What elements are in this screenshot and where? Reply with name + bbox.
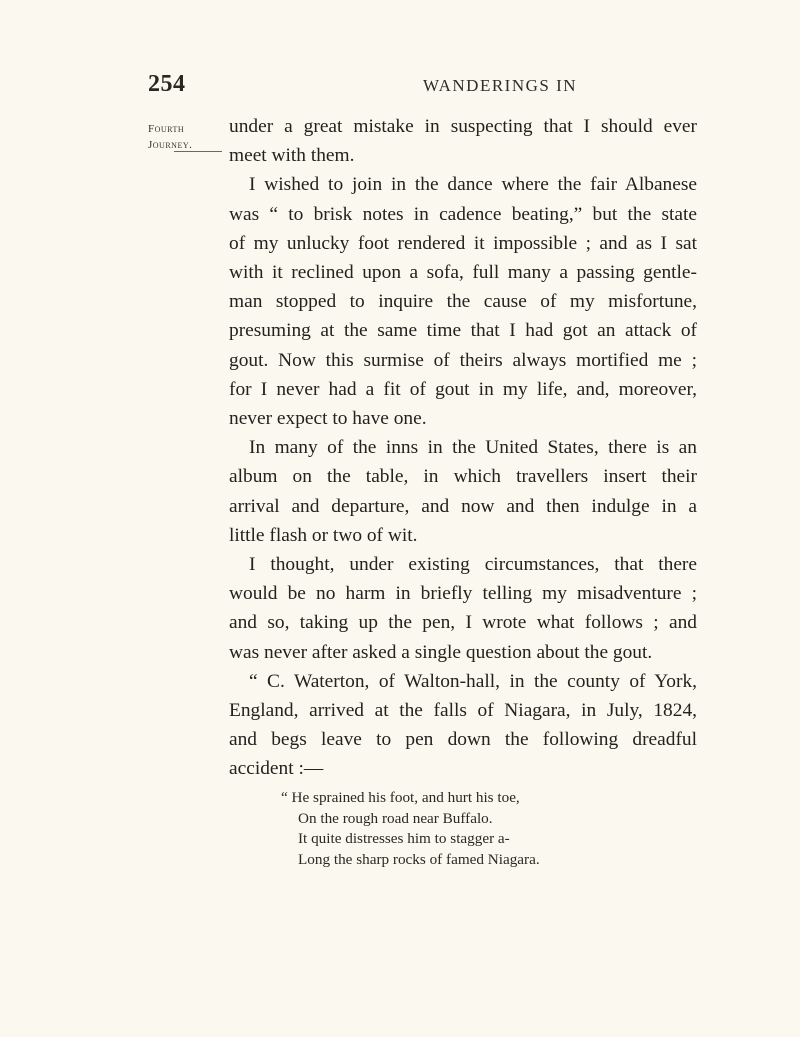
side-note-line-1: Fourth — [148, 123, 185, 135]
text-line-1: under a great mistake in suspecting that I should ever — [229, 116, 697, 137]
side-note-rule — [174, 151, 222, 152]
text-line-20: “ C. Waterton, of Walton-hall, in the county of York, — [249, 670, 697, 692]
text-line-14: arrival and departure, and now and then indulge in a — [229, 495, 697, 517]
page-number: 254 — [148, 71, 186, 97]
text-line-5: of my unlucky foot rendered it impossible ; and as I sat — [229, 232, 697, 254]
body-text — [229, 112, 697, 784]
text-line-8: presuming at the same time that I had got an attack of — [229, 320, 697, 342]
verse-line-1: “ He sprained his foot, and hurt his toe, — [281, 789, 520, 806]
text-line-23: accident :— — [229, 758, 324, 780]
verse-block — [277, 788, 707, 870]
text-line-16: I thought, under existing circumstances, that there — [249, 554, 697, 576]
text-line-19: was never after asked a single question about the gout. — [229, 641, 653, 663]
text-line-15: little flash or two of wit. — [229, 524, 418, 546]
text-line-17: would be no harm in briefly telling my misadventure ; — [229, 583, 697, 605]
text-line-6: with it reclined upon a sofa, full many a passing gentle- — [229, 262, 697, 284]
text-line-2: meet with them. — [229, 145, 355, 167]
text-line-4: was “ to brisk notes in cadence beating,” but the state — [229, 203, 697, 225]
text-line-18: and so, taking up the pen, I wrote what follows ; and — [229, 612, 697, 634]
text-line-13: album on the table, in which travellers insert their — [229, 466, 697, 488]
verse-line-2: On the rough road near Buffalo. — [298, 809, 493, 827]
text-line-21: England, arrived at the falls of Niagara, in July, 1824, — [229, 700, 697, 722]
verse-line-4: Long the sharp rocks of famed Niagara. — [298, 850, 540, 868]
text-line-10: for I never had a fit of gout in my life, and, moreover, — [229, 378, 697, 400]
text-line-9: gout. Now this surmise of theirs always mortified me ; — [229, 349, 697, 371]
text-line-7: man stopped to inquire the cause of my misfortune, — [229, 291, 697, 313]
side-note-line-2: Journey. — [148, 139, 193, 151]
text-line-3: I wished to join in the dance where the fair Albanese — [249, 174, 697, 196]
verse-line-3: It quite distresses him to stagger a- — [298, 830, 510, 847]
text-line-22: and begs leave to pen down the following dreadful — [229, 729, 697, 751]
running-head: WANDERINGS IN — [422, 76, 578, 95]
text-line-12: In many of the inns in the United States, there is an — [249, 437, 697, 459]
text-line-11: never expect to have one. — [229, 408, 427, 430]
side-note — [148, 121, 218, 153]
